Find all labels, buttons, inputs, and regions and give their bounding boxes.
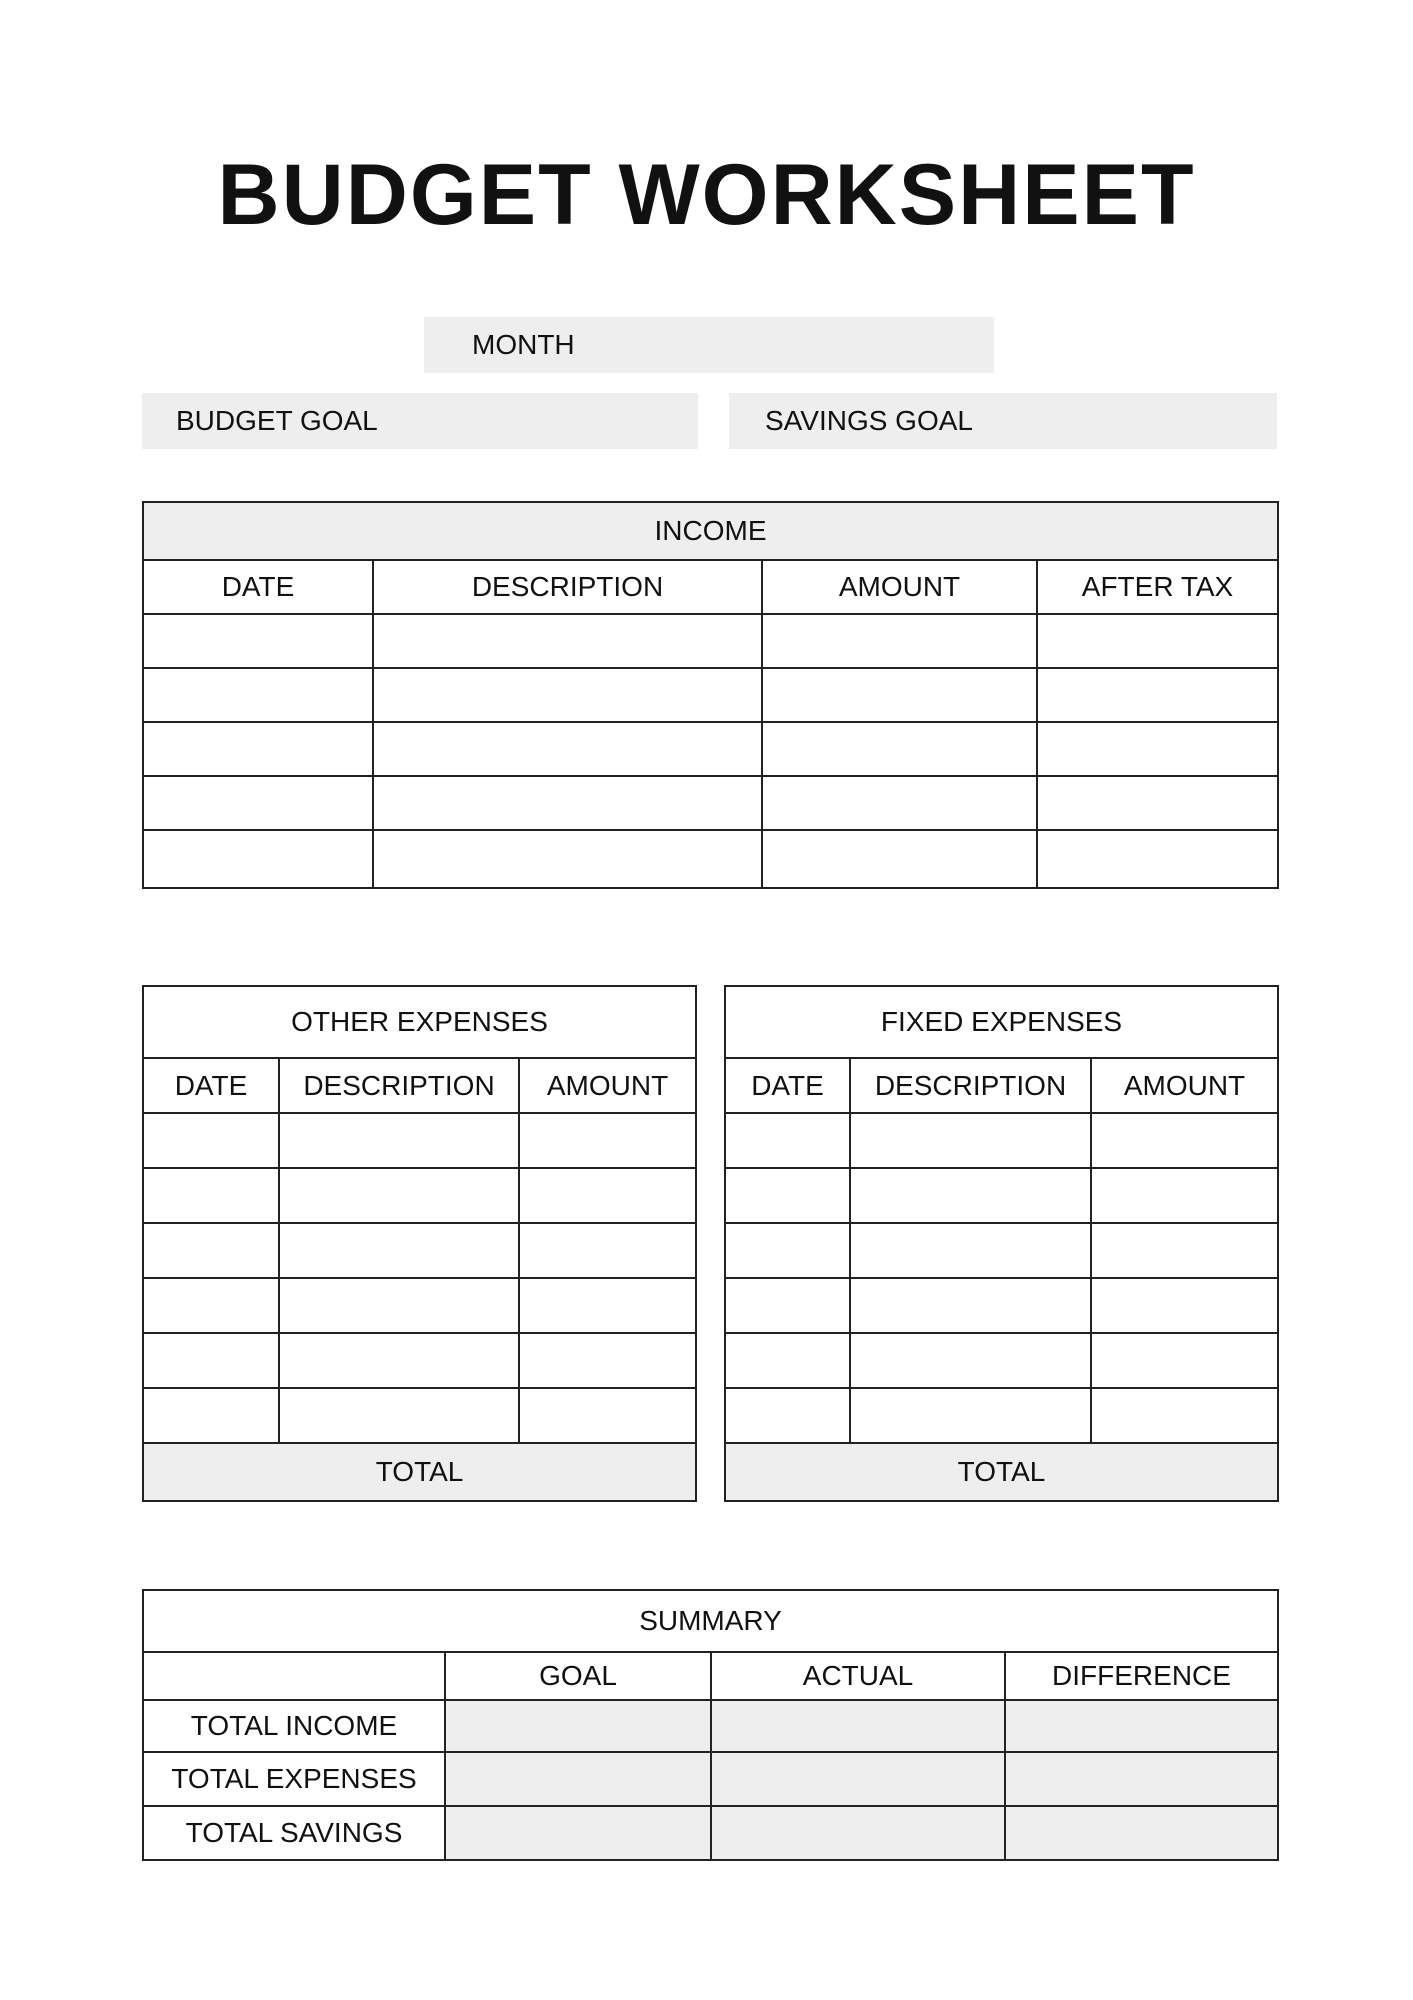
fixed-expense-cell[interactable]	[1091, 1278, 1278, 1333]
summary-col-goal: GOAL	[445, 1652, 711, 1700]
fixed-expense-cell[interactable]	[850, 1113, 1091, 1168]
income-cell[interactable]	[373, 776, 762, 830]
other-expense-cell[interactable]	[519, 1168, 696, 1223]
month-field[interactable]	[424, 317, 994, 373]
table-row	[143, 1333, 696, 1388]
other-col-description: DESCRIPTION	[279, 1058, 519, 1113]
income-cell[interactable]	[143, 668, 373, 722]
summary-col-actual: ACTUAL	[711, 1652, 1005, 1700]
page-title: BUDGET WORKSHEET	[217, 147, 1196, 243]
income-cell[interactable]	[762, 614, 1037, 668]
income-cell[interactable]	[373, 830, 762, 888]
fixed-expense-cell[interactable]	[1091, 1168, 1278, 1223]
summary-heading: SUMMARY	[143, 1590, 1278, 1652]
fixed-expense-cell[interactable]	[850, 1168, 1091, 1223]
table-row	[143, 1388, 696, 1443]
summary-col-difference: DIFFERENCE	[1005, 1652, 1278, 1700]
summary-cell[interactable]	[711, 1806, 1005, 1860]
table-row	[725, 1113, 1278, 1168]
other-expense-cell[interactable]	[279, 1278, 519, 1333]
other-expense-cell[interactable]	[279, 1333, 519, 1388]
summary-cell[interactable]	[445, 1752, 711, 1806]
other-expense-cell[interactable]	[143, 1223, 279, 1278]
summary-row-total-income: TOTAL INCOME	[143, 1700, 445, 1752]
table-row	[143, 614, 1278, 668]
income-cell[interactable]	[762, 668, 1037, 722]
table-row	[143, 1278, 696, 1333]
savings-goal-label: SAVINGS GOAL	[765, 405, 973, 436]
other-expense-cell[interactable]	[143, 1278, 279, 1333]
fixed-expenses-total[interactable]: TOTAL	[725, 1443, 1278, 1501]
budget-goal-field[interactable]	[142, 393, 698, 449]
other-expense-cell[interactable]	[279, 1388, 519, 1443]
other-expense-cell[interactable]	[519, 1333, 696, 1388]
income-cell[interactable]	[143, 776, 373, 830]
fixed-expense-cell[interactable]	[1091, 1113, 1278, 1168]
table-row	[143, 1700, 1278, 1752]
summary-table	[142, 1589, 1279, 1861]
fixed-expense-cell[interactable]	[725, 1168, 850, 1223]
income-cell[interactable]	[1037, 830, 1278, 888]
table-row	[143, 722, 1278, 776]
fixed-expense-cell[interactable]	[1091, 1223, 1278, 1278]
summary-cell[interactable]	[1005, 1752, 1278, 1806]
income-cell[interactable]	[1037, 722, 1278, 776]
income-cell[interactable]	[143, 830, 373, 888]
summary-row-total-expenses: TOTAL EXPENSES	[143, 1752, 445, 1806]
other-expense-cell[interactable]	[519, 1278, 696, 1333]
savings-goal-field[interactable]	[729, 393, 1277, 449]
summary-row-total-savings: TOTAL SAVINGS	[143, 1806, 445, 1860]
table-row	[143, 1223, 696, 1278]
income-cell[interactable]	[143, 722, 373, 776]
summary-cell[interactable]	[1005, 1700, 1278, 1752]
fixed-expenses-table	[724, 985, 1279, 1502]
table-row	[725, 1223, 1278, 1278]
table-row	[143, 776, 1278, 830]
other-expense-cell[interactable]	[279, 1113, 519, 1168]
fixed-expense-cell[interactable]	[725, 1223, 850, 1278]
fixed-expense-cell[interactable]	[725, 1278, 850, 1333]
fixed-expense-cell[interactable]	[725, 1113, 850, 1168]
table-row	[143, 830, 1278, 888]
income-cell[interactable]	[762, 722, 1037, 776]
summary-cell[interactable]	[1005, 1806, 1278, 1860]
summary-cell[interactable]	[711, 1752, 1005, 1806]
fixed-expense-cell[interactable]	[725, 1388, 850, 1443]
fixed-expense-cell[interactable]	[850, 1333, 1091, 1388]
income-cell[interactable]	[762, 830, 1037, 888]
income-cell[interactable]	[373, 614, 762, 668]
fixed-col-description: DESCRIPTION	[850, 1058, 1091, 1113]
other-expenses-table	[142, 985, 697, 1502]
table-row	[725, 1388, 1278, 1443]
fixed-col-amount: AMOUNT	[1091, 1058, 1278, 1113]
income-cell[interactable]	[1037, 668, 1278, 722]
income-cell[interactable]	[1037, 776, 1278, 830]
other-expense-cell[interactable]	[519, 1113, 696, 1168]
other-expenses-heading: OTHER EXPENSES	[143, 986, 696, 1058]
income-col-amount: AMOUNT	[762, 560, 1037, 614]
other-expenses-total[interactable]: TOTAL	[143, 1443, 696, 1501]
income-col-after-tax: AFTER TAX	[1037, 560, 1278, 614]
fixed-expense-cell[interactable]	[850, 1223, 1091, 1278]
fixed-expense-cell[interactable]	[850, 1278, 1091, 1333]
fixed-expense-cell[interactable]	[1091, 1388, 1278, 1443]
other-expense-cell[interactable]	[519, 1388, 696, 1443]
budget-goal-label: BUDGET GOAL	[176, 405, 378, 436]
other-expense-cell[interactable]	[519, 1223, 696, 1278]
income-cell[interactable]	[1037, 614, 1278, 668]
other-expense-cell[interactable]	[143, 1168, 279, 1223]
fixed-col-date: DATE	[725, 1058, 850, 1113]
table-row	[725, 1333, 1278, 1388]
table-row	[143, 1806, 1278, 1860]
other-col-date: DATE	[143, 1058, 279, 1113]
fixed-expense-cell[interactable]	[1091, 1333, 1278, 1388]
summary-corner-cell	[143, 1652, 445, 1700]
other-expense-cell[interactable]	[143, 1388, 279, 1443]
table-row	[143, 1752, 1278, 1806]
summary-cell[interactable]	[445, 1806, 711, 1860]
fixed-expense-cell[interactable]	[725, 1333, 850, 1388]
table-row	[725, 1168, 1278, 1223]
income-cell[interactable]	[373, 668, 762, 722]
summary-cell[interactable]	[445, 1700, 711, 1752]
income-cell[interactable]	[762, 776, 1037, 830]
other-expense-cell[interactable]	[279, 1168, 519, 1223]
other-expense-cell[interactable]	[143, 1333, 279, 1388]
other-col-amount: AMOUNT	[519, 1058, 696, 1113]
income-heading: INCOME	[143, 502, 1278, 560]
income-cell[interactable]	[143, 614, 373, 668]
income-col-description: DESCRIPTION	[373, 560, 762, 614]
table-row	[143, 1168, 696, 1223]
summary-cell[interactable]	[711, 1700, 1005, 1752]
fixed-expense-cell[interactable]	[850, 1388, 1091, 1443]
other-expense-cell[interactable]	[143, 1113, 279, 1168]
table-row	[143, 668, 1278, 722]
income-cell[interactable]	[373, 722, 762, 776]
table-row	[143, 1113, 696, 1168]
month-label: MONTH	[472, 329, 575, 360]
fixed-expenses-heading: FIXED EXPENSES	[725, 986, 1278, 1058]
income-col-date: DATE	[143, 560, 373, 614]
other-expense-cell[interactable]	[279, 1223, 519, 1278]
income-table	[142, 501, 1279, 889]
table-row	[725, 1278, 1278, 1333]
